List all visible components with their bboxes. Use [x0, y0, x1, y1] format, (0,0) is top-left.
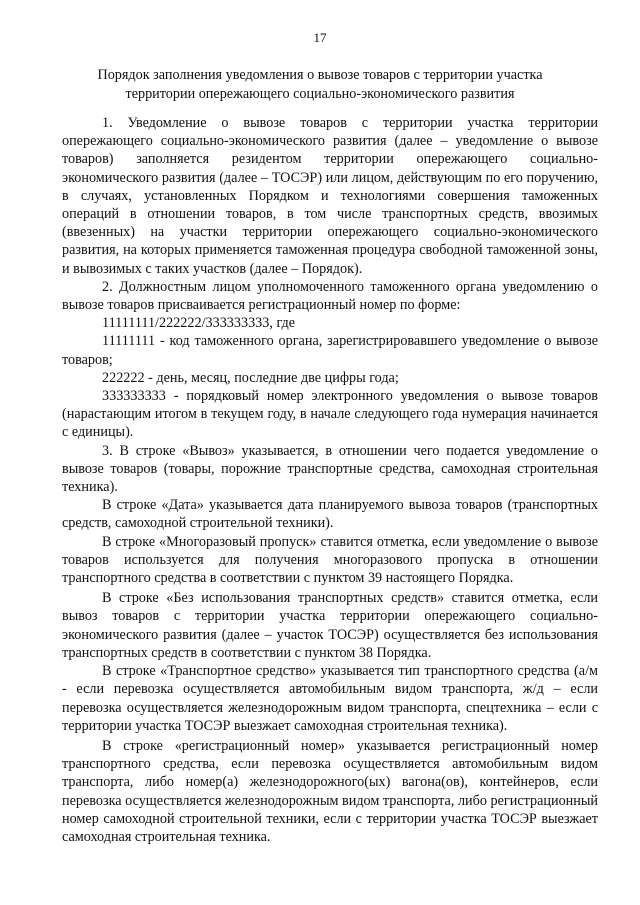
paragraph-2: 2. Должностным лицом уполномоченного таможенного органа уведомлению о вывозе товаров присваивается регистрационный номер по форме: — [62, 278, 598, 314]
paragraph-3: 3. В строке «Вывоз» указывается, в отношении чего подается уведомление о вывозе товаров (товары, порожние транспортные средства, самоходная строительная техника). — [62, 442, 598, 496]
paragraph-number-format: 11111111/222222/333333333, где — [102, 315, 296, 332]
paragraph-1: 1. Уведомление о вывозе товаров с территории участка территории опережающего социально-экономического развития (далее – уведомление о вывозе товаров) заполняется резидентом территории опережающего социально-экономического развития (далее – ТОСЭР) или лицом, действующим по его поручению, в случаях, установленных Порядком и технологиями совершения таможенных операций в отношении товаров, в том числе транспортных средств, ввозимых (ввезенных) на участки территории опережающего социально-экономического развития, на которых применяется таможенная процедура свободной таможенной зоны, и вывозимых с таких участков (далее – Порядок). — [62, 115, 598, 277]
paragraph-transport-type: В строке «Транспортное средство» указывается тип транспортного средства (а/м - если перевозка осуществляется автомобильным видом транспорта, ж/д – если перевозка осуществляется железнодорожным видом транспорта, спецтехника – если с территории участка ТОСЭР выезжает самоходная строительная техника). — [62, 663, 598, 734]
document-body — [62, 114, 598, 846]
paragraph-serial-number: 333333333 - порядковый номер электронного уведомления о вывозе товаров (нарастающим итогом в текущем году, в начале следующего года нумерация начинается с единицы). — [62, 388, 598, 441]
document-title: Порядок заполнения уведомления о вывозе товаров с территории участка территории опережающего социально-экономического развития — [97, 67, 543, 102]
paragraph-registration-number: В строке «регистрационный номер» указывается регистрационный номер транспортного средства, если перевозка осуществляется автомобильным видом транспорта, либо номер(а) железнодорожного(ых) вагона(ов), контейнеров, если перевозка осуществляется железнодорожным видом транспорта, либо регистрационный номер самоходной строительной техники, если с территории участка ТОСЭР выезжает самоходная строительная техника. — [62, 737, 598, 845]
paragraph-no-transport: В строке «Без использования транспортных средств» ставится отметка, если вывоз товаров с территории участка территории опережающего социально-экономического развития (далее – участок ТОСЭР) осуществляется без использования транспортных средств в соответствии с пунктом 38 Порядка. — [62, 590, 598, 661]
paragraph-date-line: В строке «Дата» указывается дата планируемого вывоза товаров (транспортных средств, самоходной строительной техники). — [62, 497, 598, 532]
paragraph-multi-pass: В строке «Многоразовый пропуск» ставится отметка, если уведомление о вывозе товаров используется для получения многоразового пропуска в отношении транспортного средства в соответствии с пунктом 39 настоящего Порядка. — [62, 533, 598, 587]
paragraph-date-code: 222222 - день, месяц, последние две цифры года; — [102, 369, 399, 386]
page-number: 17 — [313, 30, 327, 45]
paragraph-customs-code: 11111111 - код таможенного органа, зарегистрировавшего уведомление о вывозе товаров; — [62, 333, 598, 368]
